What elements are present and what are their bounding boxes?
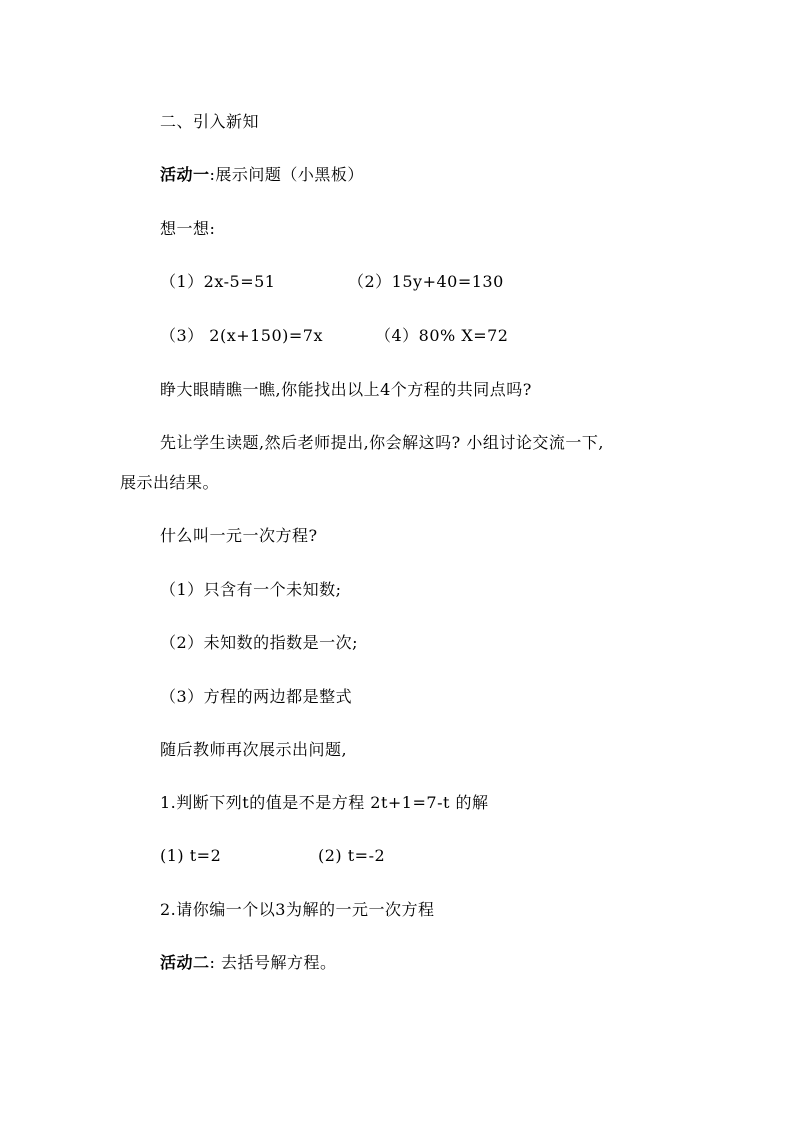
- activity-two-label: 活动二: [160, 953, 210, 972]
- equation-3: （3） 2(x+150)=7x: [160, 326, 324, 345]
- activity-two-text: : 去括号解方程。: [209, 953, 337, 972]
- activity-one-line: [160, 165, 364, 185]
- condition-1: （1）只含有一个未知数;: [160, 580, 342, 599]
- task-1: 1.判断下列t的值是不是方程 2t+1=7-t 的解: [160, 793, 489, 812]
- equation-1: （1）2x-5=51: [160, 272, 276, 291]
- task-2: 2.请你编一个以3为解的一元一次方程: [160, 900, 435, 919]
- equation-4: （4）80% X=72: [375, 326, 509, 345]
- condition-2: （2）未知数的指数是一次;: [160, 633, 359, 652]
- student-read-line-2: 展示出结果。: [120, 473, 220, 492]
- equation-2: （2）15y+40=130: [348, 272, 504, 291]
- common-point-question: 睁大眼睛瞧一瞧,你能找出以上4个方程的共同点吗?: [160, 380, 532, 399]
- task-1-option-1: (1) t=2: [160, 846, 222, 865]
- activity-one-label: 活动一: [160, 165, 210, 184]
- activity-one-text: :展示问题（小黑板）: [209, 165, 364, 184]
- condition-3: （3）方程的两边都是整式: [160, 687, 353, 706]
- section-heading: 二、引入新知: [160, 112, 260, 131]
- task-1-option-2: (2) t=-2: [318, 846, 386, 865]
- activity-two-line: [160, 953, 337, 973]
- definition-question: 什么叫一元一次方程?: [160, 526, 318, 545]
- student-read-line-1: 先让学生读题,然后老师提出,你会解这吗? 小组讨论交流一下,: [160, 433, 604, 452]
- teacher-again: 随后教师再次展示出问题,: [160, 740, 348, 759]
- think-label: 想一想:: [160, 219, 216, 238]
